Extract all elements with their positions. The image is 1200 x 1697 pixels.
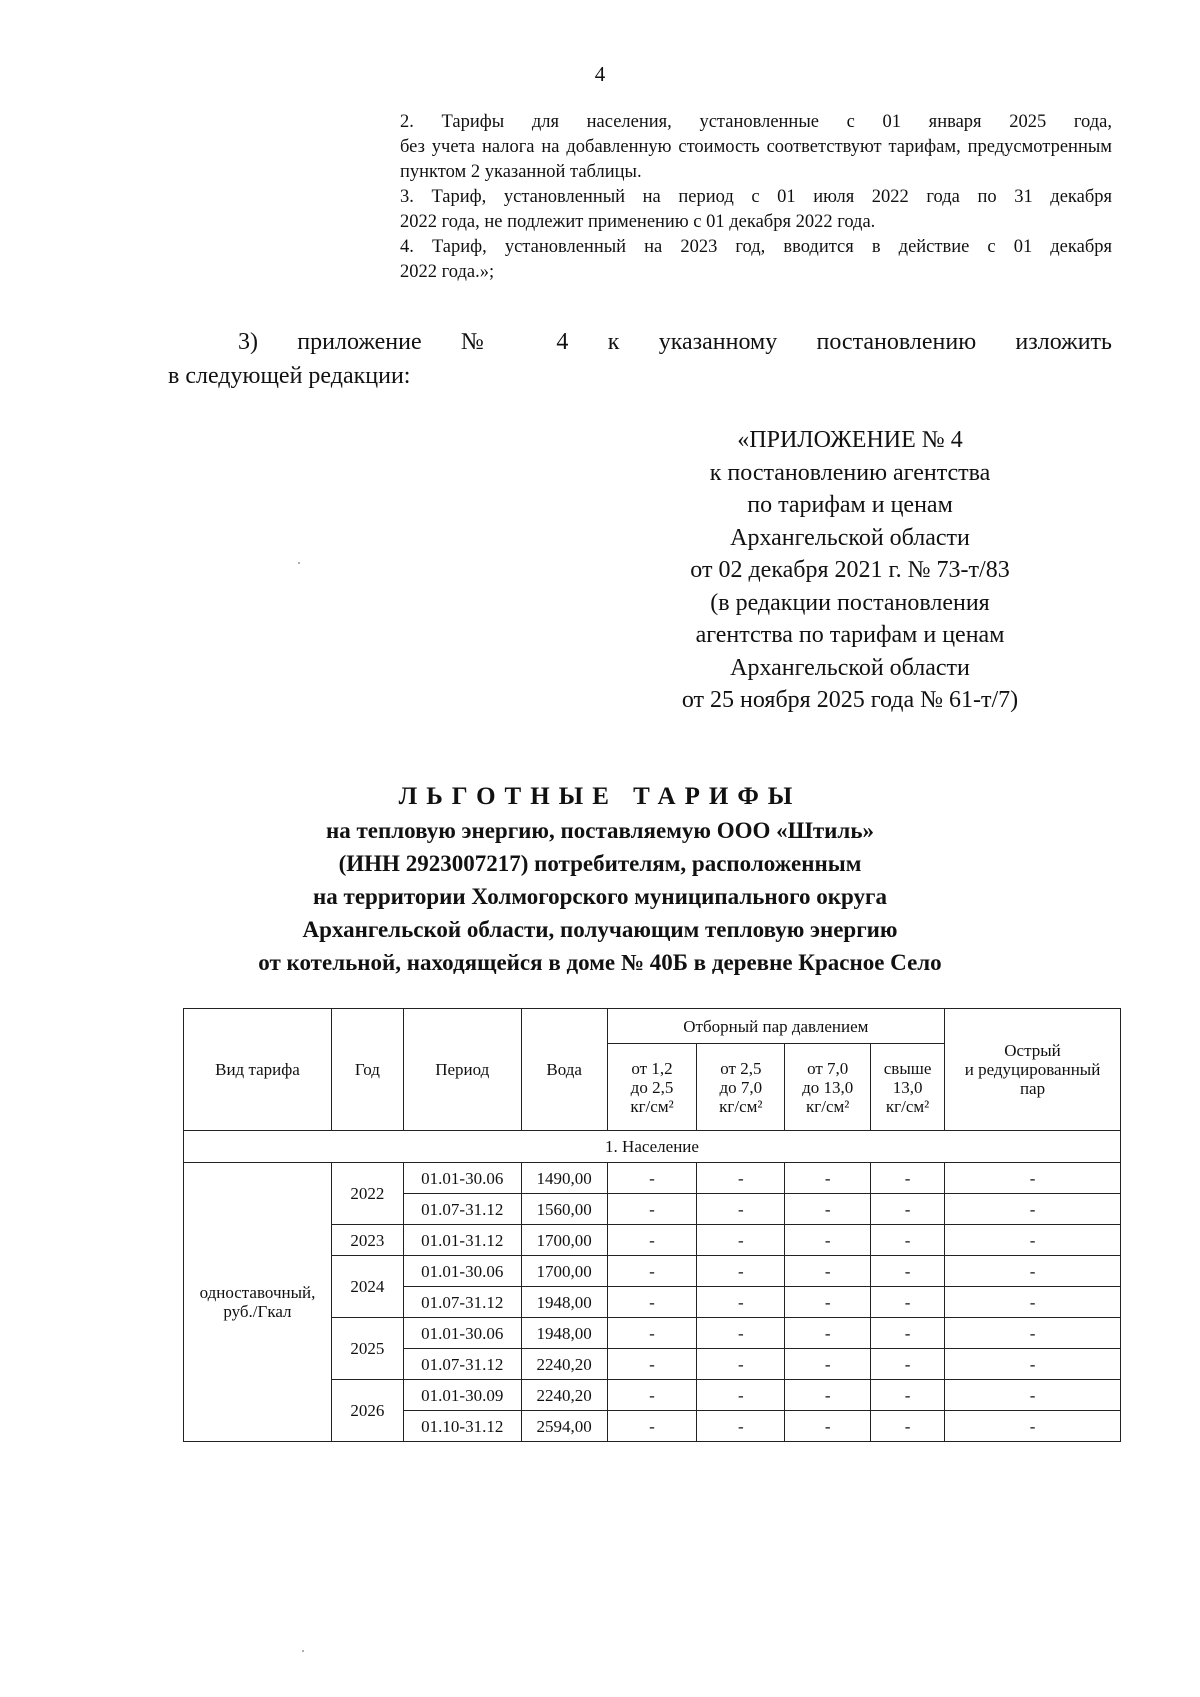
appendix-line: агентства по тарифам и ценам	[695, 622, 1005, 648]
sharp-steam-cell: -	[945, 1380, 1121, 1411]
steam-cell: -	[607, 1256, 697, 1287]
steam-cell: -	[697, 1349, 785, 1380]
period-cell: 01.07-31.12	[403, 1287, 521, 1318]
water-cell: 2240,20	[521, 1380, 607, 1411]
steam-cell: -	[697, 1194, 785, 1225]
table-notes	[400, 110, 1112, 285]
steam-cell: -	[697, 1380, 785, 1411]
header-tariff-type: Вид тарифа	[184, 1009, 332, 1131]
appendix-line: Архангельской области	[730, 654, 970, 681]
sharp-steam-cell: -	[945, 1256, 1121, 1287]
steam-cell: -	[697, 1163, 785, 1194]
steam-cell: -	[785, 1194, 871, 1225]
period-cell: 01.10-31.12	[403, 1411, 521, 1442]
header-steam-col: от 1,2 до 2,5 кг/см²	[607, 1044, 697, 1131]
steam-cell: -	[785, 1380, 871, 1411]
period-cell: 01.01-30.06	[403, 1318, 521, 1349]
appendix-line: от 02 декабря 2021 г. № 73-т/83	[690, 557, 1010, 583]
period-cell: 01.01-30.09	[403, 1380, 521, 1411]
appendix-line: Архангельской области	[730, 524, 970, 551]
steam-cell: -	[697, 1287, 785, 1318]
appendix-line: по тарифам и ценам	[747, 492, 953, 518]
sharp-steam-cell: -	[945, 1349, 1121, 1380]
water-cell: 1490,00	[521, 1163, 607, 1194]
header-steam-col: свыше 13,0 кг/см²	[871, 1044, 945, 1131]
page-number: 4	[594, 62, 606, 86]
scan-speck	[298, 562, 300, 564]
table-header-row	[184, 1009, 1121, 1044]
steam-cell: -	[607, 1349, 697, 1380]
title-main: ЛЬГОТНЫЕ ТАРИФЫ	[398, 783, 802, 810]
steam-cell: -	[871, 1287, 945, 1318]
steam-cell: -	[871, 1380, 945, 1411]
document-title	[120, 780, 1080, 979]
steam-cell: -	[607, 1163, 697, 1194]
year-cell: 2023	[331, 1225, 403, 1256]
water-cell: 1700,00	[521, 1256, 607, 1287]
period-cell: 01.01-30.06	[403, 1256, 521, 1287]
appendix-line: (в редакции постановления	[710, 589, 990, 616]
appendix-header	[600, 424, 1100, 717]
steam-cell: -	[785, 1256, 871, 1287]
water-cell: 1948,00	[521, 1318, 607, 1349]
note-item: 2. Тарифы для населения, установленные с 01 января 2025 года, без учета налога на добавленную стоимость соответствуют тарифам, предусмотренным пунктом 2 указанной таблицы.	[400, 112, 1112, 182]
steam-cell: -	[871, 1349, 945, 1380]
steam-cell: -	[697, 1225, 785, 1256]
period-cell: 01.07-31.12	[403, 1349, 521, 1380]
steam-cell: -	[607, 1380, 697, 1411]
steam-cell: -	[607, 1411, 697, 1442]
header-year: Год	[331, 1009, 403, 1131]
steam-cell: -	[785, 1318, 871, 1349]
steam-cell: -	[607, 1287, 697, 1318]
sharp-steam-cell: -	[945, 1411, 1121, 1442]
steam-cell: -	[607, 1318, 697, 1349]
water-cell: 2240,20	[521, 1349, 607, 1380]
period-cell: 01.01-30.06	[403, 1163, 521, 1194]
header-water: Вода	[521, 1009, 607, 1131]
water-cell: 1948,00	[521, 1287, 607, 1318]
year-cell: 2025	[331, 1318, 403, 1380]
tariff-type-cell: одноставочный, руб./Гкал	[184, 1163, 332, 1442]
paragraph-3: 3) приложение № 4 к указанному постановлению изложить в следующей редакции:	[168, 329, 1112, 389]
title-line: (ИНН 2923007217) потребителям, расположенным	[338, 851, 862, 876]
period-cell: 01.07-31.12	[403, 1194, 521, 1225]
appendix-line: от 25 ноября 2025 года № 61-т/7)	[681, 687, 1019, 713]
steam-cell: -	[871, 1194, 945, 1225]
steam-cell: -	[871, 1411, 945, 1442]
water-cell: 1560,00	[521, 1194, 607, 1225]
note-item: 4. Тариф, установленный на 2023 год, вводится в действие с 01 декабря 2022 года.»;	[400, 237, 1112, 282]
sharp-steam-cell: -	[945, 1318, 1121, 1349]
steam-cell: -	[871, 1163, 945, 1194]
appendix-line: «ПРИЛОЖЕНИЕ № 4	[737, 427, 963, 453]
sharp-steam-cell: -	[945, 1163, 1121, 1194]
steam-cell: -	[785, 1163, 871, 1194]
title-line: на тепловую энергию, поставляемую ООО «Штиль»	[325, 818, 874, 843]
header-steam-group: Отборный пар давлением	[607, 1009, 944, 1044]
section-row	[184, 1131, 1121, 1163]
sharp-steam-cell: -	[945, 1194, 1121, 1225]
title-line: Архангельской области, получающим тепловую энергию	[302, 917, 898, 942]
sharp-steam-cell: -	[945, 1287, 1121, 1318]
steam-cell: -	[871, 1256, 945, 1287]
steam-cell: -	[607, 1194, 697, 1225]
steam-cell: -	[785, 1287, 871, 1318]
steam-cell: -	[697, 1256, 785, 1287]
note-item: 3. Тариф, установленный на период с 01 июля 2022 года по 31 декабря 2022 года, не подлежит применению с 01 декабря 2022 года.	[400, 187, 1112, 232]
header-sharp-steam: Острый и редуцированный пар	[945, 1009, 1121, 1131]
steam-cell: -	[607, 1225, 697, 1256]
steam-cell: -	[697, 1411, 785, 1442]
steam-cell: -	[785, 1411, 871, 1442]
steam-cell: -	[785, 1349, 871, 1380]
header-steam-col: от 7,0 до 13,0 кг/см²	[785, 1044, 871, 1131]
header-period: Период	[403, 1009, 521, 1131]
year-cell: 2026	[331, 1380, 403, 1442]
year-cell: 2024	[331, 1256, 403, 1318]
header-steam-col: от 2,5 до 7,0 кг/см²	[697, 1044, 785, 1131]
scan-speck	[302, 1650, 304, 1652]
water-cell: 1700,00	[521, 1225, 607, 1256]
title-line: на территории Холмогорского муниципального округа	[313, 884, 887, 909]
steam-cell: -	[871, 1225, 945, 1256]
table-row	[184, 1163, 1121, 1194]
steam-cell: -	[871, 1318, 945, 1349]
water-cell: 2594,00	[521, 1411, 607, 1442]
sharp-steam-cell: -	[945, 1225, 1121, 1256]
steam-cell: -	[697, 1318, 785, 1349]
title-line: от котельной, находящейся в доме № 40Б в деревне Красное Село	[258, 950, 942, 975]
appendix-line: к постановлению агентства	[709, 459, 991, 486]
year-cell: 2022	[331, 1163, 403, 1225]
period-cell: 01.01-31.12	[403, 1225, 521, 1256]
tariff-table	[183, 1008, 1121, 1442]
steam-cell: -	[785, 1225, 871, 1256]
section-label: 1. Население	[184, 1131, 1121, 1163]
